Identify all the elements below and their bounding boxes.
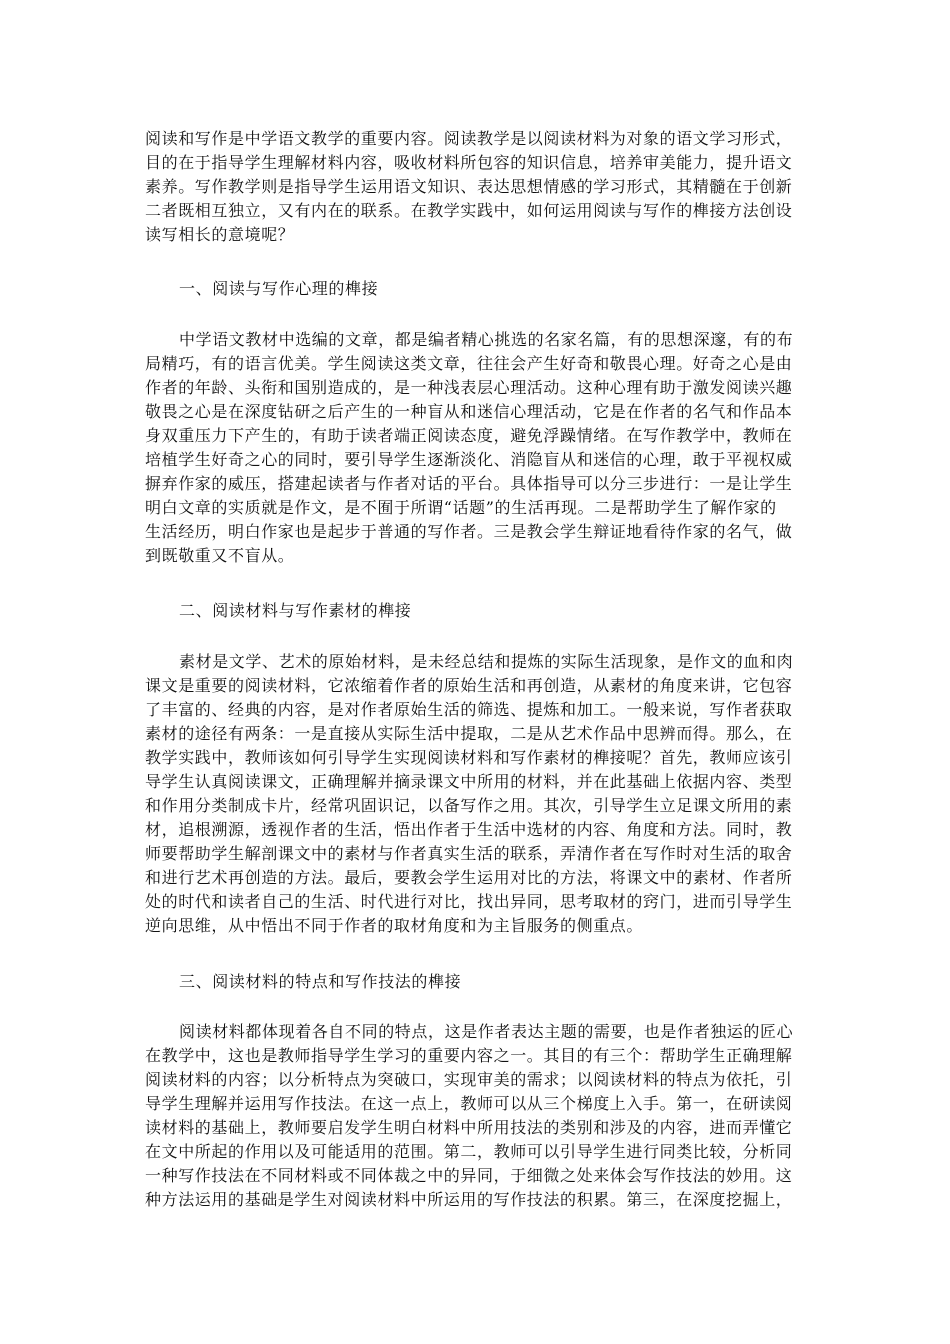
paragraph-line: 教学实践中，教师该如何引导学生实现阅读材料和写作素材的榫接呢？首先，教师应该引 — [145, 748, 793, 767]
paragraph-line: 摒弃作家的威压，搭建起读者与作者对话的平台。具体指导可以分三步进行：一是让学生 — [145, 474, 793, 493]
paragraph-line: 生活经历，明白作家也是起步于普通的写作者。三是教会学生辩证地看待作家的名气，做 — [145, 522, 793, 541]
paragraph-line: 明白文章的实质就是作文，是不囿于所谓“话题”的生活再现。二是帮助学生了解作家的 — [145, 498, 777, 517]
section-heading: 二、阅读材料与写作素材的榫接 — [179, 601, 412, 620]
paragraph-line: 课文是重要的阅读材料，它浓缩着作者的原始生活和再创造，从素材的角度来讲，它包容 — [145, 676, 793, 695]
paragraph-line: 导学生认真阅读课文，正确理解并摘录课文中所用的材料，并在此基础上依据内容、类型 — [145, 772, 793, 791]
paragraph-line: 在文中所起的作用以及可能适用的范围。第二，教师可以引导学生进行同类比较，分析同 — [145, 1142, 793, 1161]
paragraph-line: 读材料的基础上，教师要启发学生明白材料中所用技法的类别和涉及的内容，进而弄懂它 — [145, 1118, 793, 1137]
paragraph-line: 培植学生好奇之心的同时，要引导学生逐渐淡化、消隐盲从和迷信的心理，敢于平视权威 — [145, 450, 793, 469]
paragraph-line: 目的在于指导学生理解材料内容，吸收材料所包容的知识信息，培养审美能力，提升语文 — [145, 153, 793, 172]
paragraph-line: 逆向思维，从中悟出不同于作者的取材角度和为主旨服务的侧重点。 — [145, 916, 644, 935]
paragraph-line: 读写相长的意境呢？ — [145, 225, 295, 244]
paragraph-line: 和进行艺术再创造的方法。最后，要教会学生运用对比的方法，将课文中的素材、作者所 — [145, 868, 793, 887]
section-heading: 三、阅读材料的特点和写作技法的榫接 — [179, 972, 462, 991]
paragraph-line: 导学生理解并运用写作技法。在这一点上，教师可以从三个梯度上入手。第一，在研读阅 — [145, 1094, 793, 1113]
paragraph-line: 材，追根溯源，透视作者的生活，悟出作者于生活中选材的内容、角度和方法。同时，教 — [145, 820, 793, 839]
section-heading: 一、阅读与写作心理的榫接 — [179, 279, 379, 298]
paragraph-line: 师要帮助学生解剖课文中的素材与作者真实生活的联系，弄清作者在写作时对生活的取舍 — [145, 844, 793, 863]
paragraph-line: 到既敬重又不盲从。 — [145, 546, 295, 565]
paragraph-line: 二者既相互独立，又有内在的联系。在教学实践中，如何运用阅读与写作的榫接方法创设 — [145, 201, 793, 220]
paragraph-line: 敬畏之心是在深度钻研之后产生的一种盲从和迷信心理活动，它是在作者的名气和作品本 — [145, 402, 793, 421]
paragraph-line: 素材是文学、艺术的原始材料，是未经总结和提炼的实际生活现象，是作文的血和肉 — [179, 652, 794, 671]
paragraph-line: 阅读和写作是中学语文教学的重要内容。阅读教学是以阅读材料为对象的语文学习形式， — [145, 129, 793, 148]
paragraph-line: 处的时代和读者自己的生活、时代进行对比，找出异同，思考取材的窍门，进而引导学生 — [145, 892, 793, 911]
paragraph-line: 阅读材料的内容；以分析特点为突破口，实现审美的需求；以阅读材料的特点为依托，引 — [145, 1070, 793, 1089]
paragraph-line: 和作用分类制成卡片，经常巩固识记，以备写作之用。其次，引导学生立足课文所用的素 — [145, 796, 793, 815]
paragraph-line: 素材的途径有两条：一是直接从实际生活中提取，二是从艺术作品中思辨而得。那么，在 — [145, 724, 793, 743]
paragraph-line: 中学语文教材中选编的文章，都是编者精心挑选的名家名篇，有的思想深邃，有的布 — [179, 330, 794, 349]
paragraph-line: 身双重压力下产生的，有助于读者端正阅读态度，避免浮躁情绪。在写作教学中，教师在 — [145, 426, 793, 445]
paragraph-line: 一种写作技法在不同材料或不同体裁之中的异同，于细微之处来体会写作技法的妙用。这 — [145, 1166, 793, 1185]
paragraph-line: 种方法运用的基础是学生对阅读材料中所运用的写作技法的积累。第三，在深度挖掘上， — [145, 1190, 793, 1209]
paragraph-line: 作者的年龄、头衔和国别造成的，是一种浅表层心理活动。这种心理有助于激发阅读兴趣 — [145, 378, 793, 397]
paragraph-line: 阅读材料都体现着各自不同的特点，这是作者表达主题的需要，也是作者独运的匠心 — [179, 1022, 794, 1041]
paragraph-line: 素养。写作教学则是指导学生运用语文知识、表达思想情感的学习形式，其精髓在于创新 — [145, 177, 793, 196]
paragraph-line: 在教学中，这也是教师指导学生学习的重要内容之一。其目的有三个：帮助学生正确理解 — [145, 1046, 793, 1065]
paragraph-line: 局精巧，有的语言优美。学生阅读这类文章，往往会产生好奇和敬畏心理。好奇之心是由 — [145, 354, 793, 373]
paragraph-line: 了丰富的、经典的内容，是对作者原始生活的筛选、提炼和加工。一般来说，写作者获取 — [145, 700, 793, 719]
